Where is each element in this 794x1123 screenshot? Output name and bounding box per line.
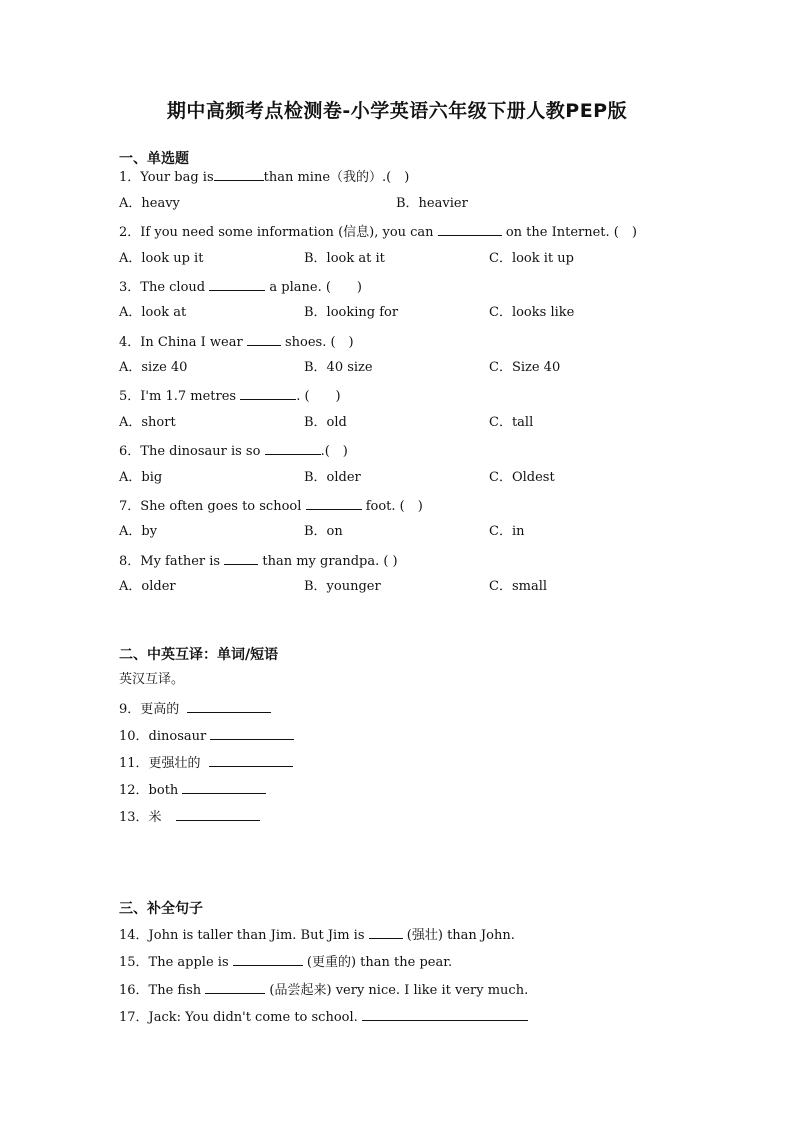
answer-blank [240, 387, 296, 400]
answer-blank [438, 223, 502, 236]
option-b: B．look at it [304, 251, 385, 266]
option-b: B．on [304, 524, 343, 539]
answer-blank [187, 700, 271, 713]
sentence-item-15 [119, 953, 452, 971]
question-text: a plane. ( ) [269, 280, 362, 295]
item-text: 12．both [119, 783, 179, 798]
option-a: A．look up it [119, 251, 204, 266]
option-a: A．look at [119, 305, 187, 320]
item-text: (强壮) than John. [406, 928, 515, 943]
option-c: C．looks like [489, 305, 575, 320]
answer-blank [182, 781, 266, 794]
question-2 [119, 223, 637, 241]
option-b: B．40 size [304, 360, 373, 375]
section-heading-1: 一、单选题 [119, 151, 189, 167]
translation-item-13 [119, 808, 260, 826]
section-heading-2: 二、中英互译：单词/短语 [119, 647, 279, 663]
question-text: on the Internet. ( ) [505, 225, 637, 240]
item-text: 9．更高的 [119, 702, 180, 717]
question-text: 4．In China I wear [119, 335, 243, 350]
option-b: B．looking for [304, 305, 399, 320]
option-b: B．younger [304, 579, 381, 594]
option-c: C．Size 40 [489, 360, 561, 375]
option-a: A．heavy [119, 196, 180, 211]
question-text: shoes. ( ) [284, 335, 354, 350]
answer-blank [210, 727, 294, 740]
item-text: 11．更强壮的 [119, 756, 201, 771]
item-text: 16．The fish [119, 983, 202, 998]
sentence-item-16 [119, 981, 528, 999]
option-c: C．in [489, 524, 525, 539]
translation-item-11 [119, 754, 293, 772]
question-text: than mine（我的）.( ) [263, 170, 410, 185]
translation-item-10 [119, 727, 294, 745]
question-text: than my grandpa. ( ) [262, 554, 398, 569]
item-text: 10．dinosaur [119, 729, 207, 744]
option-a: A．big [119, 470, 163, 485]
answer-blank [176, 808, 260, 821]
answer-blank [209, 754, 293, 767]
answer-blank [362, 1008, 528, 1021]
option-c: C．Oldest [489, 470, 555, 485]
section-instruction: 英汉互译。 [119, 672, 185, 687]
item-text: (品尝起来) very nice. I like it very much. [269, 983, 529, 998]
question-8 [119, 552, 398, 570]
option-b: B．old [304, 415, 347, 430]
answer-blank [265, 442, 321, 455]
question-1 [119, 168, 409, 186]
sentence-item-17 [119, 1008, 528, 1026]
answer-blank [233, 953, 303, 966]
answer-blank [214, 168, 264, 181]
question-7 [119, 497, 423, 515]
option-a: A．size 40 [119, 360, 188, 375]
item-text: 15．The apple is [119, 955, 229, 970]
question-text: 8．My father is [119, 554, 221, 569]
question-text: 6．The dinosaur is so [119, 444, 261, 459]
item-text: 17．Jack: You didn't come to school. [119, 1010, 358, 1025]
item-text: 14．John is taller than Jim. But Jim is [119, 928, 365, 943]
option-c: C．tall [489, 415, 534, 430]
section-heading-3: 三、补全句子 [119, 901, 203, 917]
option-b: B．older [304, 470, 361, 485]
question-3 [119, 278, 362, 296]
answer-blank [306, 497, 362, 510]
question-text: 7．She often goes to school [119, 499, 302, 514]
option-a: A．short [119, 415, 176, 430]
option-a: A．by [119, 524, 158, 539]
question-text: 5．I'm 1.7 metres [119, 389, 237, 404]
item-text: 13．米 [119, 810, 162, 825]
question-text: foot. ( ) [365, 499, 423, 514]
question-4 [119, 333, 354, 351]
option-b: B．heavier [396, 196, 468, 211]
answer-blank [247, 333, 281, 346]
translation-item-9 [119, 700, 271, 718]
answer-blank [224, 552, 258, 565]
page-title: 期中高频考点检测卷-小学英语六年级下册人教PEP版 [166, 100, 628, 122]
question-text: 3．The cloud [119, 280, 206, 295]
question-text: 2．If you need some information (信息), you can [119, 225, 434, 240]
question-6 [119, 442, 348, 460]
question-text: . ( ) [296, 389, 341, 404]
option-a: A．older [119, 579, 176, 594]
answer-blank [205, 981, 265, 994]
question-5 [119, 387, 341, 405]
option-c: C．look it up [489, 251, 574, 266]
question-text: .( ) [320, 444, 348, 459]
question-text: 1．Your bag is [119, 170, 214, 185]
item-text: (更重的) than the pear. [306, 955, 453, 970]
translation-item-12 [119, 781, 266, 799]
answer-blank [369, 926, 403, 939]
sentence-item-14 [119, 926, 515, 944]
option-c: C．small [489, 579, 548, 594]
answer-blank [209, 278, 265, 291]
